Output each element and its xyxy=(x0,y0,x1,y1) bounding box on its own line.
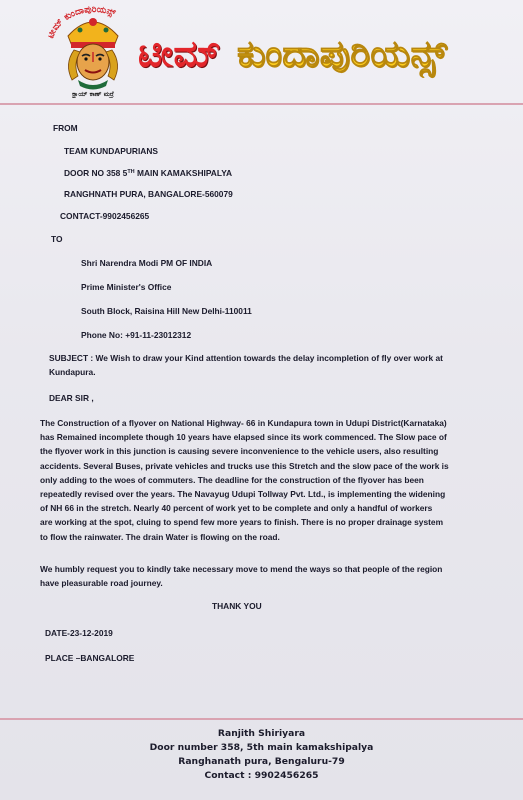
body-p1-line: The Construction of a flyover on National Highway- 66 in Kundapura town in Udupi District(Karnataka) xyxy=(40,418,447,428)
body-p1-line: repeatedly revised over the years. The Navayug Udupi Tollway Pvt. Ltd., is implementing the widening xyxy=(40,489,446,500)
to-office: Prime Minister's Office xyxy=(81,282,172,292)
footer-name: Ranjith Shiriyara xyxy=(217,728,306,739)
brand-word-team: ಟೀಮ್ xyxy=(138,32,221,75)
footer-signature xyxy=(0,727,523,783)
body-p1-line: are working at the spot, cluing to spend few more years to finish. There is no proper drainage system xyxy=(40,517,444,528)
subject-line1: SUBJECT : We Wish to draw your Kind attention towards the delay incompletion of fly over work at xyxy=(49,353,443,363)
body-p1-line: only adding to the woes of commuters. The deadline for the construction of the flyover has been xyxy=(40,474,424,485)
footer-address-line2: Ranghanath pura, Bengaluru-79 xyxy=(178,756,345,767)
footer-divider xyxy=(0,718,523,720)
footer-address-line1: Door number 358, 5th main kamakshipalya xyxy=(149,742,374,753)
letter-place: PLACE –BANGALORE xyxy=(45,653,135,663)
footer-contact: Contact : 9902456265 xyxy=(204,770,319,781)
team-logo xyxy=(38,6,148,98)
brand-word-kundapurians: ಕುಂದಾಪುರಿಯನ್ಸ್ xyxy=(237,32,448,75)
to-address: South Block, Raisina Hill New Delhi-110011 xyxy=(81,306,252,316)
from-label: FROM xyxy=(53,123,78,133)
body-p2-line: have pleasurable road journey. xyxy=(40,578,163,589)
to-name: Shri Narendra Modi PM OF INDIA xyxy=(81,258,213,268)
letter-date: DATE-23-12-2019 xyxy=(45,628,113,638)
yakshagana-face-icon xyxy=(38,6,148,98)
body-paragraph-2 xyxy=(40,562,498,590)
from-team: TEAM KUNDAPURIANS xyxy=(64,146,158,156)
body-p1-line: to flow the rainwater. The drain Water is flowing on the road. xyxy=(40,531,280,542)
from-address-line2: RANGHNATH PURA, BANGALORE-560079 xyxy=(64,189,233,199)
body-p2-line: We humbly request you to kindly take necessary move to mend the ways so that people of the region xyxy=(40,564,443,574)
body-p1-line: of NH 66 in the stretch. Nearly 40 percent of work yet to be complete and only a handful of workers xyxy=(40,503,433,514)
from-address-line1: DOOR NO 358 5TH MAIN KAMAKSHIPALYA xyxy=(64,168,233,178)
to-phone: Phone No: +91-11-23012312 xyxy=(81,330,192,340)
body-p1-line: has Remained incomplete though 10 years have elapsed since its work commenced. The Slow pace of xyxy=(40,432,447,443)
body-paragraph-1 xyxy=(40,416,498,544)
body-p1-line: accidents. Several Buses, private vehicles and trucks use this Stretch and the slow pace of the work is xyxy=(40,460,449,471)
subject-line2: Kundapura. xyxy=(49,367,96,377)
brand-title xyxy=(138,32,518,76)
header-divider xyxy=(0,103,523,105)
salutation: DEAR SIR , xyxy=(49,393,94,403)
to-label: TO xyxy=(51,234,63,244)
logo-arc-text: ಟೀಮ್ ಕುಂದಾಪುರಿಯನ್ಸ್ xyxy=(46,6,117,40)
logo-bottom-text: ಕ್ಷಾಯ್ ಕಾಣ್ ಮರ್‍ರೆ xyxy=(72,90,114,98)
body-p1-line: the flyover work in this junction is causing severe inconvenience to the vehicle users, also resulting xyxy=(40,446,439,457)
closing-thank-you: THANK YOU xyxy=(212,601,262,611)
from-contact: CONTACT-9902456265 xyxy=(60,211,150,221)
